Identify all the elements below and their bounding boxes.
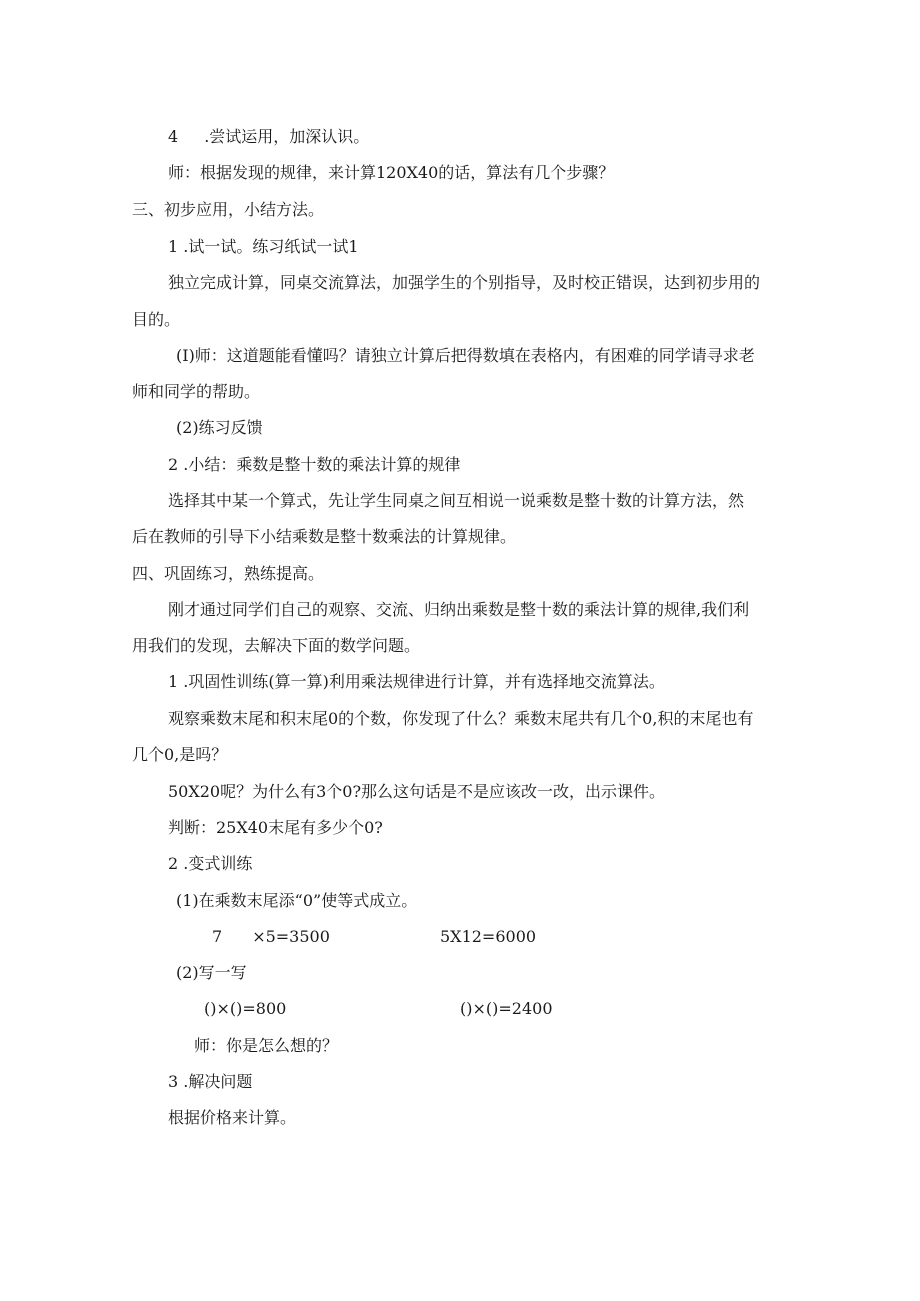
paragraph-line: 观察乘数末尾和积末尾0的个数，你发现了什么？乘数末尾共有几个0,积的末尾也有 (168, 709, 754, 728)
teacher-question: 师：根据发现的规律，来计算120X40的话，算法有几个步骤？ (168, 163, 615, 182)
section-title-4: 四、巩固练习，熟练提高。 (132, 564, 325, 583)
paragraph-line: 选择其中某一个算式，先让学生同桌之间互相说一说乘数是整十数的计算方法，然 (168, 491, 745, 510)
teacher-question: 师：你是怎么想的？ (194, 1036, 339, 1055)
sub-item: (2)写一写 (176, 963, 247, 982)
section-title-3: 三、初步应用，小结方法。 (132, 200, 325, 219)
step-1-try: 1 .试一试。练习纸试一试1 (168, 237, 359, 256)
fill-equation-a: ()×()=800 (204, 999, 287, 1018)
step-2-summary: 2 .小结：乘数是整十数的乘法计算的规律 (168, 455, 461, 474)
paragraph-line: (I)师：这道题能看懂吗？请独立计算后把得数填在表格内，有困难的同学请寻求老 (176, 346, 755, 365)
item-text: .尝试运用，加深认识。 (204, 127, 370, 146)
equation-a (212, 926, 330, 948)
equation-a-rest: ×5=3500 (252, 927, 330, 946)
fill-equation-b: ()×()=2400 (460, 999, 553, 1018)
paragraph-line: 几个0,是吗？ (132, 745, 228, 764)
paragraph-line: 根据价格来计算。 (168, 1108, 297, 1127)
section-heading-4 (168, 126, 369, 148)
equation-a-number: 7 (212, 927, 223, 946)
step-2-variation: 2 .变式训练 (168, 854, 253, 873)
item-number: 4 (168, 127, 179, 146)
paragraph-line: 判断：25X40末尾有多少个0? (168, 818, 383, 837)
paragraph-line: 目的。 (132, 310, 181, 329)
paragraph-line: 后在教师的引导下小结乘数是整十数乘法的计算规律。 (132, 527, 517, 546)
sub-item: (2)练习反馈 (176, 418, 263, 437)
paragraph-line: 独立完成计算，同桌交流算法，加强学生的个别指导，及时校正错误，达到初步用的 (168, 273, 761, 292)
step-3-solve: 3 .解决问题 (168, 1072, 253, 1091)
sub-item: (1)在乘数末尾添“0”使等式成立。 (176, 891, 418, 910)
paragraph-line: 刚才通过同学们自己的观察、交流、归纳出乘数是整十数的乘法计算的规律,我们利 (168, 600, 750, 619)
step-1-practice: 1 .巩固性训练(算一算)利用乘法规律进行计算，并有选择地交流算法。 (168, 672, 665, 691)
paragraph-line: 师和同学的帮助。 (132, 382, 261, 401)
paragraph-line: 用我们的发现，去解决下面的数学问题。 (132, 636, 421, 655)
equation-b: 5X12=6000 (440, 927, 537, 946)
paragraph-line: 50X20呢？为什么有3个0?那么这句话是不是应该改一改，出示课件。 (168, 782, 666, 801)
